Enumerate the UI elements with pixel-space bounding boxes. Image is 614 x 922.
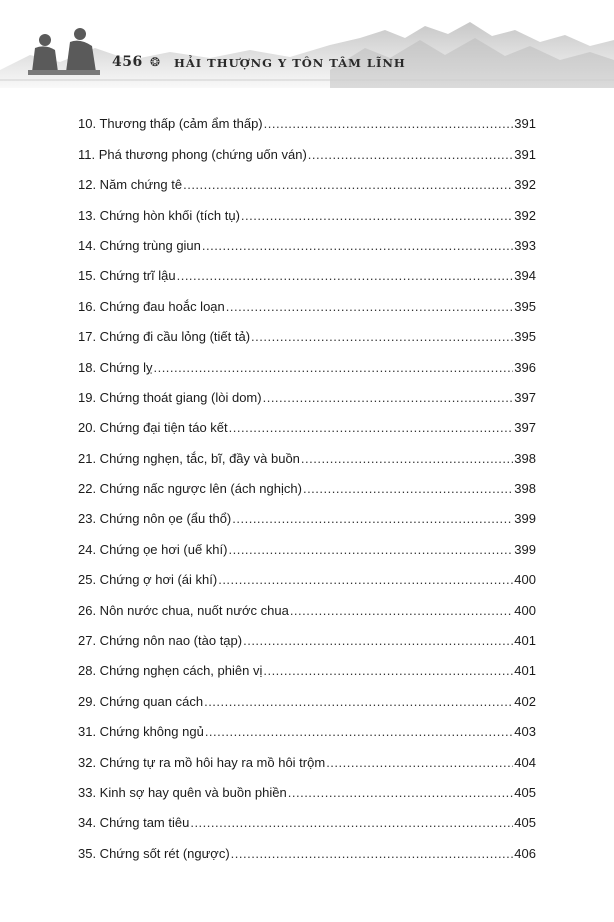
toc-entry <box>78 284 536 314</box>
dot-leader <box>243 633 513 649</box>
toc-entry-title: 18. Chứng lỵ <box>78 359 153 375</box>
toc-entry-title: 26. Nôn nước chua, nuốt nước chua <box>78 602 289 618</box>
toc-entry-page: 395 <box>514 298 536 314</box>
toc-entry-title: 15. Chứng trĩ lậu <box>78 268 176 284</box>
toc-entry-page: 400 <box>514 602 536 618</box>
toc-entry-page: 392 <box>514 207 536 223</box>
toc-entry <box>78 527 536 557</box>
dot-leader <box>228 542 513 558</box>
toc-entry-title: 24. Chứng ọe hơi (uế khí) <box>78 541 228 557</box>
ornament-icon: ❂ <box>150 55 161 69</box>
toc-entry-title: 31. Chứng không ngủ <box>78 724 204 740</box>
toc-entry <box>78 376 536 406</box>
dot-leader <box>190 815 513 831</box>
dot-leader <box>290 603 513 619</box>
toc-entry <box>78 710 536 740</box>
toc-entry-page: 397 <box>514 420 536 436</box>
toc-entry-title: 32. Chứng tự ra mồ hôi hay ra mồ hôi trộm <box>78 754 326 770</box>
dot-leader <box>301 451 513 467</box>
toc-entry-title: 11. Phá thương phong (chứng uốn ván) <box>78 146 307 162</box>
toc-entry-title: 12. Năm chứng tê <box>78 177 183 193</box>
toc-entry-page: 395 <box>514 329 536 345</box>
toc-entry-title: 16. Chứng đau hoắc loạn <box>78 298 225 314</box>
toc-entry-page: 401 <box>514 663 536 679</box>
dot-leader <box>205 724 513 740</box>
toc-entry-title: 22. Chứng nấc ngược lên (ách nghịch) <box>78 481 302 497</box>
dot-leader <box>251 329 513 345</box>
toc-entry-page: 393 <box>514 237 536 253</box>
dot-leader <box>204 694 513 710</box>
mountain-illustration <box>0 0 614 88</box>
dot-leader <box>229 420 514 436</box>
toc-entry <box>78 467 536 497</box>
toc-entry-page: 399 <box>514 541 536 557</box>
toc-entry-page: 402 <box>514 693 536 709</box>
toc-entry-title: 20. Chứng đại tiện táo kết <box>78 420 228 436</box>
toc-entry <box>78 406 536 436</box>
dot-leader <box>153 360 513 376</box>
dot-leader <box>308 147 514 163</box>
dot-leader <box>264 116 514 132</box>
toc-entry-page: 398 <box>514 450 536 466</box>
toc-entry <box>78 831 536 861</box>
toc-entry <box>78 436 536 466</box>
dot-leader <box>288 785 514 801</box>
toc-entry-page: 405 <box>514 784 536 800</box>
dot-leader <box>326 755 513 771</box>
toc-entry <box>78 588 536 618</box>
toc-entry <box>78 163 536 193</box>
toc-entry-title: 33. Kinh sợ hay quên và buồn phiền <box>78 784 287 800</box>
page-header <box>0 0 614 88</box>
toc-entry-title: 28. Chứng nghẹn cách, phiên vị <box>78 663 263 679</box>
toc-entry-page: 392 <box>514 177 536 193</box>
dot-leader <box>263 663 513 679</box>
dot-leader <box>263 390 514 406</box>
toc-entry-page: 400 <box>514 572 536 588</box>
toc-entry <box>78 315 536 345</box>
dot-leader <box>303 481 513 497</box>
toc-entry <box>78 345 536 375</box>
toc-entry-page: 391 <box>514 146 536 162</box>
toc-entry-page: 399 <box>514 511 536 527</box>
toc-entry <box>78 102 536 132</box>
toc-entry-page: 404 <box>514 754 536 770</box>
dot-leader <box>226 299 514 315</box>
toc-entry <box>78 254 536 284</box>
toc-entry-page: 398 <box>514 481 536 497</box>
dot-leader <box>202 238 513 254</box>
toc-entry-page: 403 <box>514 724 536 740</box>
toc-entry-title: 25. Chứng ợ hơi (ái khí) <box>78 572 218 588</box>
dot-leader <box>241 208 513 224</box>
toc-entry <box>78 771 536 801</box>
toc-entry <box>78 224 536 254</box>
toc-entry-page: 406 <box>514 845 536 861</box>
dot-leader <box>231 846 514 862</box>
dot-leader <box>232 511 513 527</box>
toc-entry-title: 34. Chứng tam tiêu <box>78 815 190 831</box>
toc-entry-page: 397 <box>514 389 536 405</box>
toc-entry-title: 27. Chứng nôn nao (tào tạp) <box>78 633 243 649</box>
toc-entry-title: 13. Chứng hòn khối (tích tụ) <box>78 207 240 223</box>
book-title: HẢI THƯỢNG Y TÔN TÂM LĨNH <box>174 56 406 70</box>
toc-entry <box>78 558 536 588</box>
toc-entry-page: 401 <box>514 633 536 649</box>
toc-entry <box>78 649 536 679</box>
toc-entry-page: 394 <box>514 268 536 284</box>
toc-entry-page: 396 <box>514 359 536 375</box>
toc-entry <box>78 497 536 527</box>
toc-entry-title: 29. Chứng quan cách <box>78 693 204 709</box>
toc-entry-title: 23. Chứng nôn ọe (ẩu thổ) <box>78 511 232 527</box>
toc-entry <box>78 679 536 709</box>
toc-entry-page: 391 <box>514 116 536 132</box>
toc-entry-page: 405 <box>514 815 536 831</box>
toc-entry-title: 21. Chứng nghẹn, tắc, bĩ, đầy và buồn <box>78 450 300 466</box>
toc-entry <box>78 740 536 770</box>
dot-leader <box>183 177 513 193</box>
toc-entry-title: 35. Chứng sốt rét (ngược) <box>78 845 230 861</box>
table-of-contents <box>78 102 536 862</box>
toc-entry <box>78 193 536 223</box>
toc-entry <box>78 132 536 162</box>
page-number: 456 <box>112 54 143 70</box>
dot-leader <box>177 268 514 284</box>
toc-entry <box>78 801 536 831</box>
toc-entry <box>78 619 536 649</box>
toc-entry-title: 19. Chứng thoát giang (lòi dom) <box>78 389 262 405</box>
toc-entry-title: 10. Thương thấp (cảm ẩm thấp) <box>78 116 263 132</box>
dot-leader <box>218 572 513 588</box>
toc-entry-title: 17. Chứng đi cầu lỏng (tiết tả) <box>78 329 251 345</box>
toc-entry-title: 14. Chứng trùng giun <box>78 237 201 253</box>
